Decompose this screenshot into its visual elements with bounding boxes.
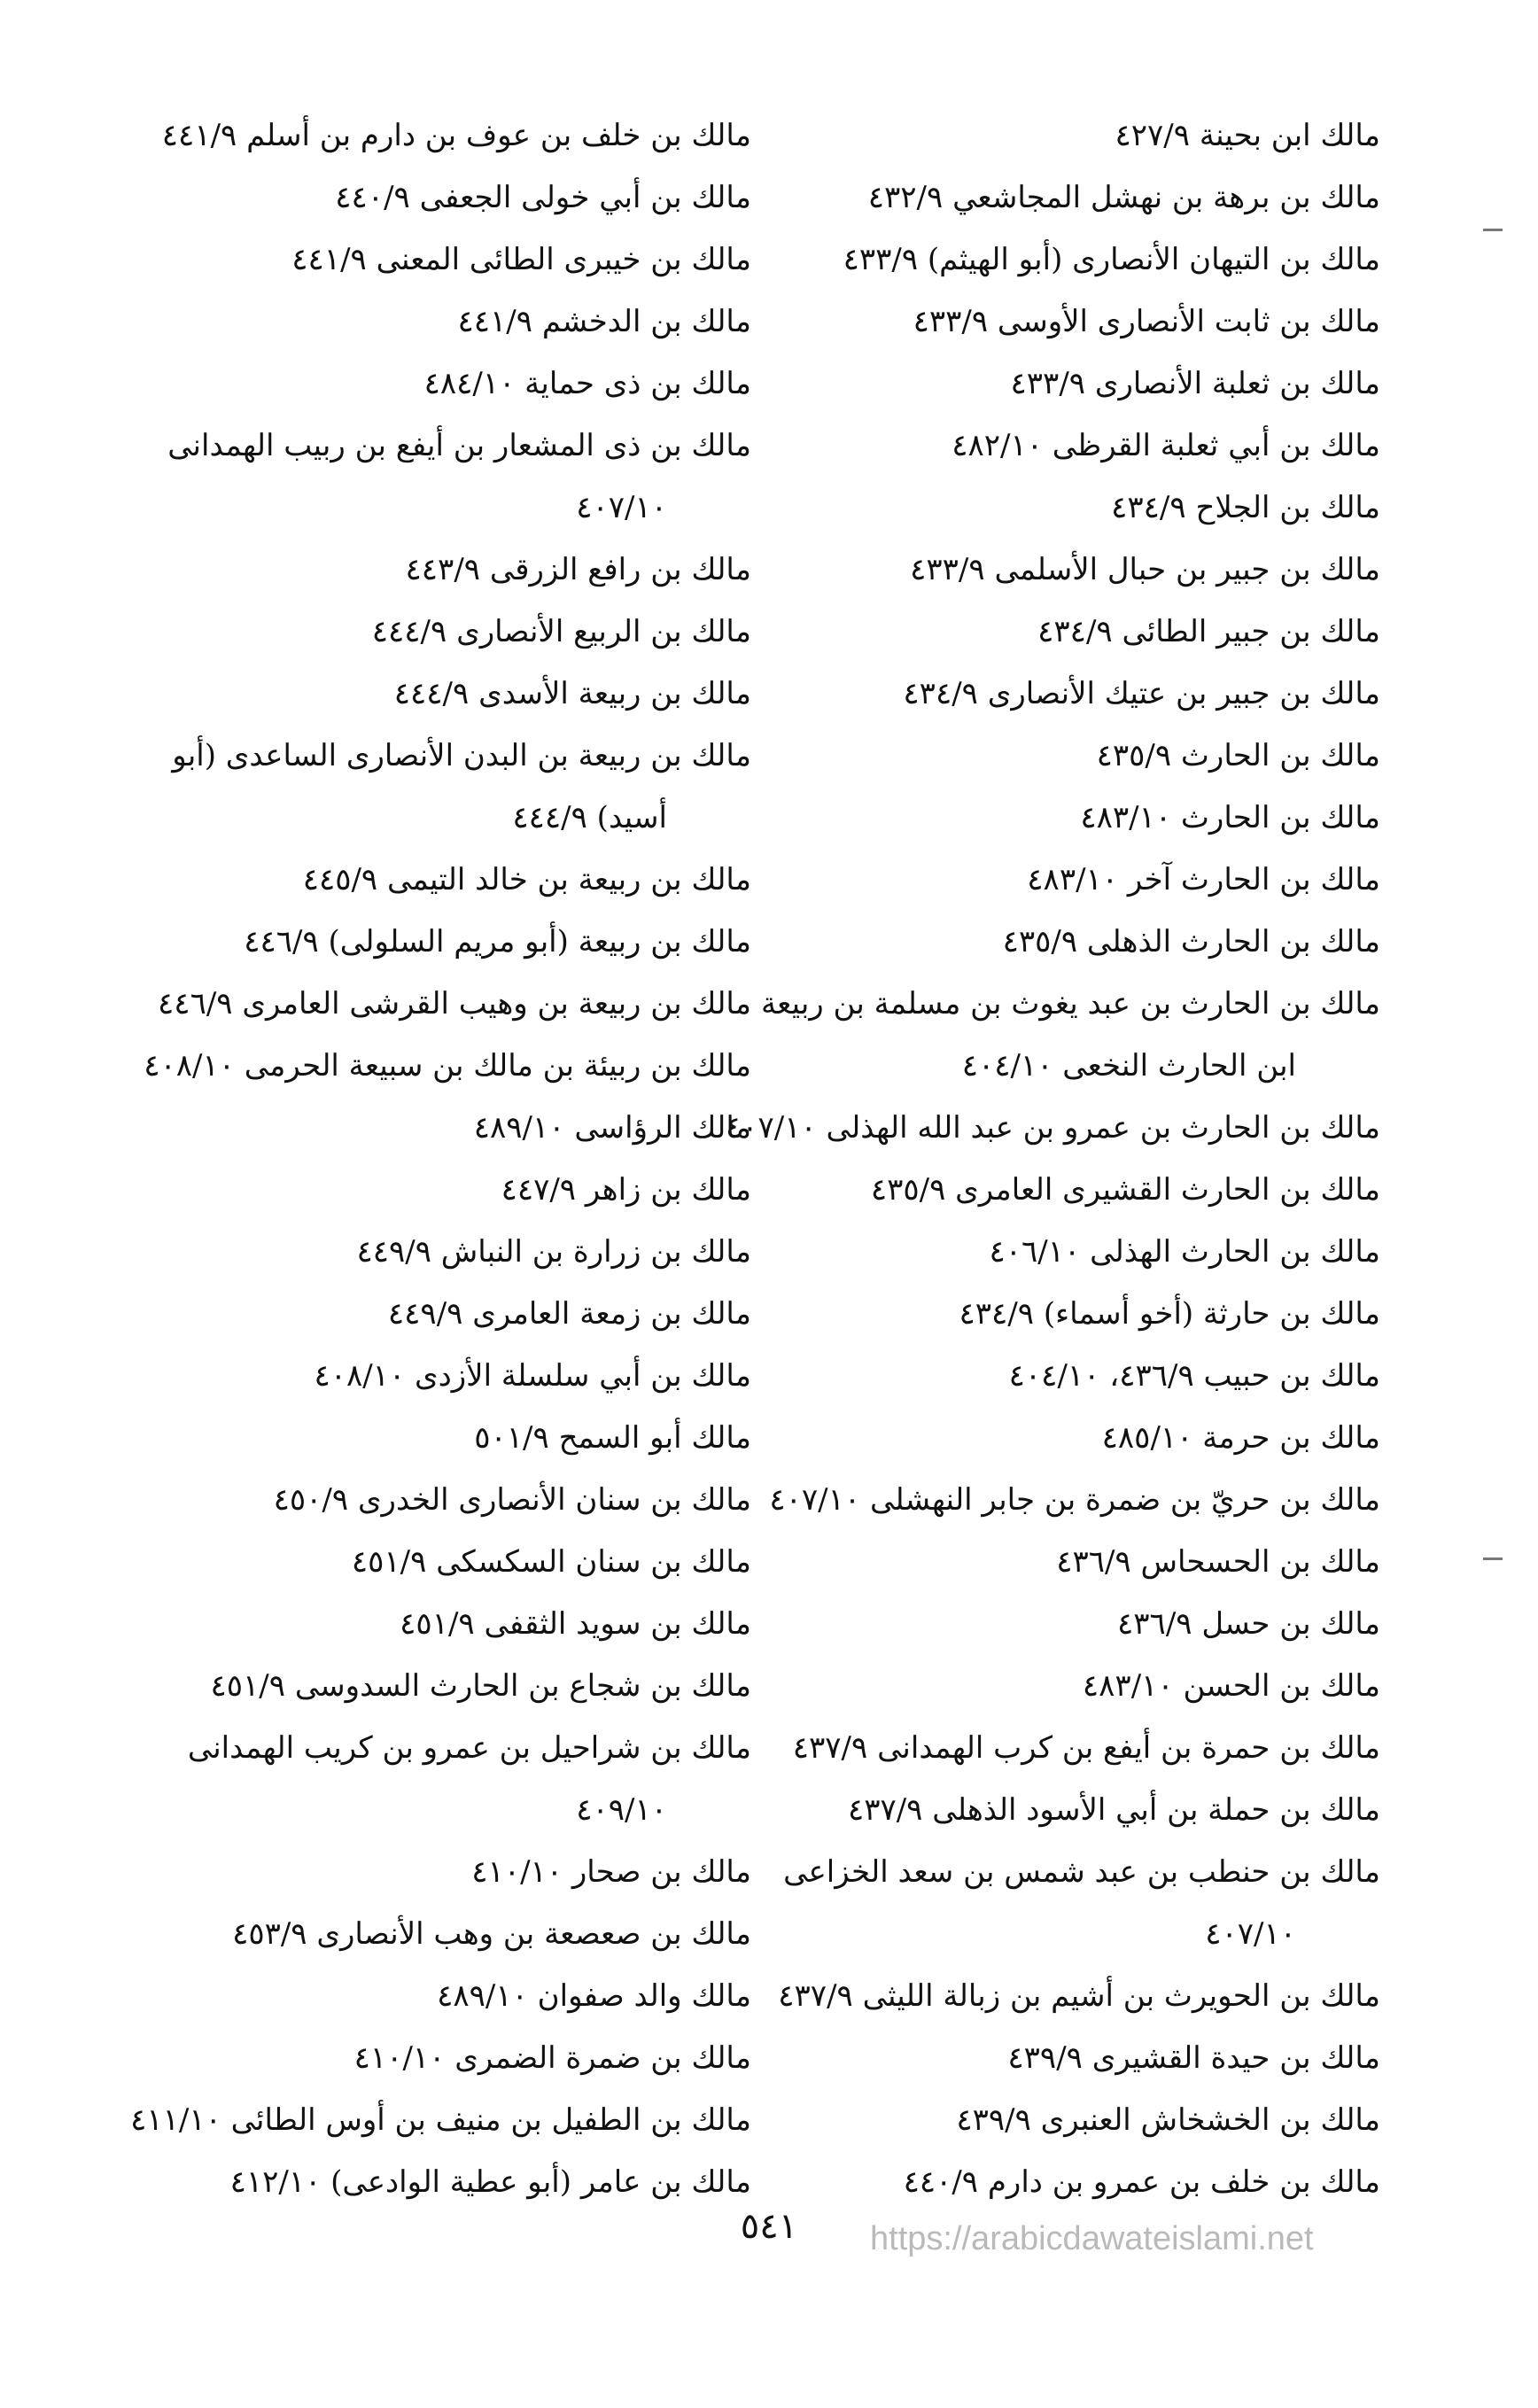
- index-entry-text: مالك بن حرمة ٤٨٥/١٠: [1101, 1420, 1380, 1456]
- index-entry: [707, 105, 1380, 167]
- index-entry: [78, 1407, 751, 1469]
- index-entry: [78, 849, 751, 911]
- index-entry: [78, 973, 751, 1035]
- index-entry: [78, 1903, 751, 1965]
- index-entry: [707, 2027, 1380, 2089]
- index-entry-text: مالك بن الحارث آخر ٤٨٣/١٠: [1027, 862, 1380, 897]
- index-entry-text: مالك بن ثابت الأنصارى الأوسى ٤٣٣/٩: [913, 304, 1380, 339]
- index-entry: [707, 973, 1380, 1097]
- index-entry-text: مالك بن زرارة بن النباش ٤٤٩/٩: [356, 1234, 751, 1270]
- index-entry: [707, 1841, 1380, 1965]
- page-number: ٥٤١: [740, 2206, 798, 2247]
- index-entry: [78, 1159, 751, 1221]
- index-column-left: [78, 105, 751, 2213]
- index-entry: [707, 167, 1380, 229]
- index-entry: [707, 1345, 1380, 1407]
- index-entry: [78, 2089, 751, 2151]
- index-entry: [707, 539, 1380, 601]
- index-entry: [78, 1593, 751, 1655]
- index-entry-continuation: ابن الحارث النخعى ٤٠٤/١٠: [961, 1048, 1296, 1084]
- index-entry-text: مالك أبو السمح ٥٠١/٩: [474, 1420, 751, 1456]
- index-entry-text: مالك بن سنان السكسكى ٤٥١/٩: [351, 1544, 751, 1580]
- index-entry-text: مالك بن جبير الطائى ٤٣٤/٩: [1037, 614, 1380, 649]
- index-entry-continuation: ٤٠٧/١٠: [576, 490, 667, 525]
- index-entry-text: مالك بن حسل ٤٣٦/٩: [1117, 1606, 1380, 1642]
- index-entry-text: مالك بن سنان الأنصارى الخدرى ٤٥٠/٩: [273, 1482, 751, 1518]
- index-entry: [78, 1345, 751, 1407]
- index-entry: [707, 1469, 1380, 1531]
- index-entry-text: مالك بن حارثة (أخو أسماء) ٤٣٤/٩: [959, 1296, 1380, 1332]
- index-entry-text: مالك ابن بحينة ٤٢٧/٩: [1115, 118, 1380, 153]
- index-entry: [78, 1221, 751, 1283]
- index-entry: [707, 1221, 1380, 1283]
- index-entry: [78, 1531, 751, 1593]
- index-entry: [78, 353, 751, 415]
- index-entry-text: مالك بن ربيعة بن خالد التيمى ٤٤٥/٩: [302, 862, 751, 897]
- index-entry-text: مالك بن حبيب ٤٣٦/٩، ٤٠٤/١٠: [1008, 1358, 1380, 1394]
- index-entry-text: مالك بن الحارث بن عبد يغوث بن مسلمة بن ربيعة: [760, 986, 1380, 1021]
- index-entry-text: مالك بن خلف بن عمرو بن دارم ٤٤٠/٩: [903, 2164, 1380, 2200]
- index-entry: [707, 415, 1380, 477]
- index-entry-text: مالك بن الطفيل بن منيف بن أوس الطائى ٤١١/١٠: [130, 2102, 751, 2138]
- index-entry-text: مالك بن ذى المشعار بن أيفع بن ربيب الهمدانى: [167, 428, 751, 463]
- index-entry-text: مالك بن حيدة القشيرى ٤٣٩/٩: [1007, 2040, 1380, 2076]
- index-entry-text: مالك بن زمعة العامرى ٤٤٩/٩: [387, 1296, 751, 1332]
- index-entry: [78, 601, 751, 663]
- index-entry-text: مالك بن خيبرى الطائى المعنى ٤٤١/٩: [291, 242, 751, 277]
- index-entry: [707, 2151, 1380, 2213]
- index-entry-text: مالك بن أبي خولى الجعفى ٤٤٠/٩: [335, 180, 751, 215]
- index-entry: [707, 1655, 1380, 1717]
- index-entry: [78, 291, 751, 353]
- index-entry: [78, 105, 751, 167]
- index-entry: [707, 725, 1380, 787]
- index-entry-text: مالك بن ضمرة الضمرى ٤١٠/١٠: [353, 2040, 751, 2076]
- index-entry-text: مالك بن الجلاح ٤٣٤/٩: [1111, 490, 1380, 525]
- index-entry: [78, 1283, 751, 1345]
- index-entry: [78, 1841, 751, 1903]
- index-entry-text: مالك بن التيهان الأنصارى (أبو الهيثم) ٤٣٣/٩: [843, 242, 1380, 277]
- index-entry-text: مالك بن حنطب بن عبد شمس بن سعد الخزاعى: [783, 1854, 1380, 1890]
- watermark-url: https://arabicdawateislami.net: [870, 2220, 1314, 2257]
- index-entry-text: مالك بن الحسن ٤٨٣/١٠: [1082, 1668, 1380, 1704]
- index-entry: [78, 1469, 751, 1531]
- index-entry: [78, 229, 751, 291]
- index-entry: [707, 1407, 1380, 1469]
- index-entry: [707, 849, 1380, 911]
- index-entry-text: مالك بن ربيعة (أبو مريم السلولى) ٤٤٦/٩: [244, 924, 751, 959]
- index-entry-text: مالك بن الحويرث بن أشيم بن زبالة الليثى ٤٣٧/٩: [778, 1978, 1380, 2014]
- index-entry: [707, 1097, 1380, 1159]
- index-entry-text: مالك بن حمرة بن أيفع بن كرب الهمدانى ٤٣٧/٩: [792, 1730, 1380, 1766]
- index-entry-text: مالك بن سويد الثقفى ٤٥١/٩: [400, 1606, 751, 1642]
- index-entry: [707, 1531, 1380, 1593]
- index-entry-continuation: ٤٠٩/١٠: [576, 1792, 667, 1828]
- index-entry-text: مالك بن شجاع بن الحارث السدوسى ٤٥١/٩: [210, 1668, 751, 1704]
- index-entry: [78, 2027, 751, 2089]
- index-entry: [78, 1717, 751, 1841]
- scan-mark: [1483, 229, 1503, 231]
- index-entry-text: مالك بن زاهر ٤٤٧/٩: [501, 1172, 751, 1208]
- index-entry-text: مالك بن ربيئة بن مالك بن سبيعة الحرمى ٤٠٨/١٠: [144, 1048, 751, 1084]
- index-entry-text: مالك بن الحسحاس ٤٣٦/٩: [1056, 1544, 1380, 1580]
- index-entry-text: مالك بن برهة بن نهشل المجاشعي ٤٣٢/٩: [867, 180, 1380, 215]
- index-entry-text: مالك بن حملة بن أبي الأسود الذهلى ٤٣٧/٩: [847, 1792, 1380, 1828]
- index-entry: [707, 1965, 1380, 2027]
- index-entry: [707, 291, 1380, 353]
- index-entry-text: مالك بن ثعلبة الأنصارى ٤٣٣/٩: [1010, 366, 1380, 401]
- index-entry: [78, 1655, 751, 1717]
- index-entry-text: مالك بن الحارث ٤٨٣/١٠: [1080, 800, 1380, 835]
- index-entry-text: مالك بن ذى حماية ٤٨٤/١٠: [423, 366, 751, 401]
- index-entry-text: مالك بن صحار ٤١٠/١٠: [471, 1854, 751, 1890]
- index-entry-text: مالك بن الحارث الذهلى ٤٣٥/٩: [1002, 924, 1380, 959]
- index-entry: [78, 539, 751, 601]
- index-entry-text: مالك بن الدخشم ٤٤١/٩: [457, 304, 751, 339]
- index-entry-continuation: أسيد) ٤٤٤/٩: [512, 800, 667, 835]
- index-entry-text: مالك بن صعصعة بن وهب الأنصارى ٤٥٣/٩: [232, 1916, 751, 1952]
- index-entry: [707, 1717, 1380, 1779]
- index-entry-text: مالك بن الحارث ٤٣٥/٩: [1096, 738, 1380, 773]
- index-entry-text: مالك بن الحارث القشيرى العامرى ٤٣٥/٩: [870, 1172, 1380, 1208]
- index-entry-text: مالك بن الخشخاش العنبرى ٤٣٩/٩: [956, 2102, 1380, 2138]
- index-entry: [707, 601, 1380, 663]
- index-entry-text: مالك بن عامر (أبو عطية الوادعى) ٤١٢/١٠: [229, 2164, 751, 2200]
- index-entry: [78, 911, 751, 973]
- index-entry-text: مالك بن الحارث بن عمرو بن عبد الله الهذلى ٤٠٧/١٠: [725, 1110, 1380, 1146]
- index-entry: [78, 2151, 751, 2213]
- index-entry-text: مالك بن شراحيل بن عمرو بن كريب الهمدانى: [187, 1730, 751, 1766]
- index-entry-text: مالك بن ربيعة بن وهيب القرشى العامرى ٤٤٦/٩: [158, 986, 751, 1021]
- index-entry-text: مالك بن الحارث الهذلى ٤٠٦/١٠: [989, 1234, 1380, 1270]
- index-entry-text: مالك بن جبير بن عتيك الأنصارى ٤٣٤/٩: [903, 676, 1380, 711]
- index-entry: [78, 415, 751, 539]
- index-entry: [707, 2089, 1380, 2151]
- index-entry: [78, 663, 751, 725]
- index-entry-text: مالك بن أبي ثعلبة القرظى ٤٨٢/١٠: [952, 428, 1380, 463]
- index-entry-continuation: ٤٠٧/١٠: [1205, 1916, 1296, 1952]
- index-entry-text: مالك والد صفوان ٤٨٩/١٠: [437, 1978, 751, 2014]
- index-entry-text: مالك بن الربيع الأنصارى ٤٤٤/٩: [371, 614, 751, 649]
- index-entry-text: مالك بن خلف بن عوف بن دارم بن أسلم ٤٤١/٩: [161, 118, 751, 153]
- index-column-right: [707, 105, 1380, 2213]
- scan-mark: [1483, 1557, 1503, 1560]
- index-entry: [707, 1779, 1380, 1841]
- index-entry: [707, 1159, 1380, 1221]
- index-entry: [707, 353, 1380, 415]
- index-entry: [78, 1965, 751, 2027]
- index-entry-text: مالك بن حريّ بن ضمرة بن جابر النهشلى ٤٠٧/١٠: [769, 1482, 1380, 1518]
- index-entry: [78, 1097, 751, 1159]
- index-entry-text: مالك بن ربيعة بن البدن الأنصارى الساعدى (أبو: [172, 738, 751, 773]
- index-entry: [707, 1283, 1380, 1345]
- index-entry: [707, 787, 1380, 849]
- index-entry: [707, 1593, 1380, 1655]
- index-entry: [707, 911, 1380, 973]
- index-entry: [707, 229, 1380, 291]
- index-entry-text: مالك بن أبي سلسلة الأزدى ٤٠٨/١٠: [314, 1358, 751, 1394]
- index-entry-text: مالك الرؤاسى ٤٨٩/١٠: [473, 1110, 751, 1146]
- index-entry: [78, 1035, 751, 1097]
- index-entry: [707, 477, 1380, 539]
- index-entry-text: مالك بن جبير بن حبال الأسلمى ٤٣٣/٩: [910, 552, 1380, 587]
- index-entry-text: مالك بن ربيعة الأسدى ٤٤٤/٩: [393, 676, 751, 711]
- index-entry-text: مالك بن رافع الزرقى ٤٤٣/٩: [405, 552, 751, 587]
- index-entry: [78, 167, 751, 229]
- index-entry: [78, 725, 751, 849]
- index-entry: [707, 663, 1380, 725]
